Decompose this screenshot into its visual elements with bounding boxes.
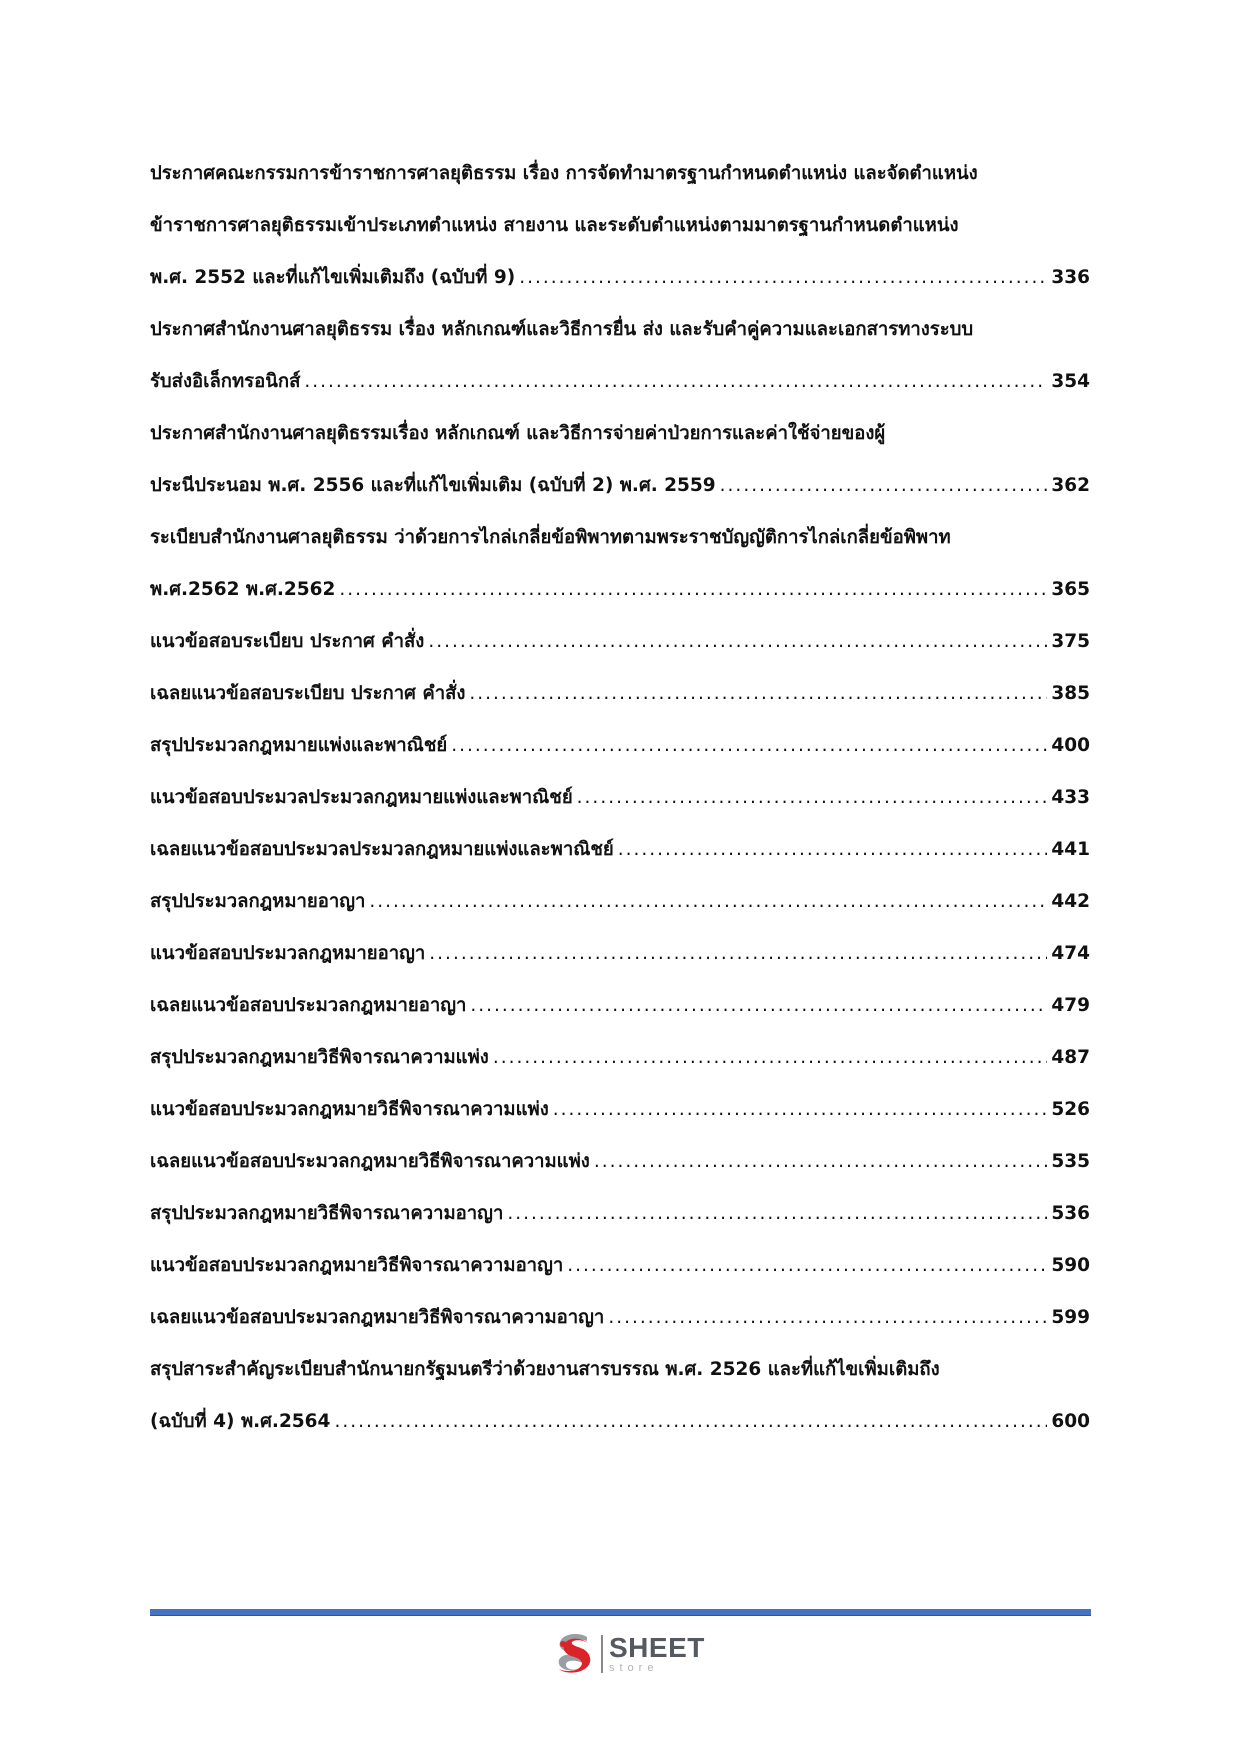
toc-entry xyxy=(150,980,1090,1032)
toc-entry-leader-line xyxy=(150,1136,1090,1188)
toc-entry-leader-line xyxy=(150,1188,1090,1240)
toc-entry-line: ประกาศสำนักงานศาลยุติธรรม เรื่อง หลักเกณฑ์และวิธีการยื่น ส่ง และรับคำคู่ความและเอกสารทางระบบ xyxy=(150,319,974,340)
toc-entry-page-number: 600 xyxy=(1051,1411,1090,1432)
toc-entry-title: เฉลยแนวข้อสอบประมวลกฎหมายอาญา xyxy=(150,995,467,1016)
toc-entry xyxy=(150,720,1090,772)
toc-entry xyxy=(150,148,1090,304)
dot-leader xyxy=(334,1396,1047,1448)
toc-entry-title: สรุปประมวลกฎหมายวิธีพิจารณาความอาญา xyxy=(150,1203,504,1224)
toc-entry xyxy=(150,408,1090,512)
toc-entry-title: สรุปประมวลกฎหมายวิธีพิจารณาความแพ่ง xyxy=(150,1047,489,1068)
logo-separator xyxy=(601,1635,603,1673)
toc-entry-page-number: 354 xyxy=(1051,371,1090,392)
dot-leader xyxy=(470,980,1047,1032)
toc-entry-title: รับส่งอิเล็กทรอนิกส์ xyxy=(150,371,301,392)
toc-entry-page-number: 536 xyxy=(1051,1203,1090,1224)
toc-entry xyxy=(150,1188,1090,1240)
toc-entry xyxy=(150,1084,1090,1136)
table-of-contents xyxy=(150,148,1090,1448)
toc-entry xyxy=(150,876,1090,928)
toc-entry-leader-line xyxy=(150,1292,1090,1344)
toc-entry xyxy=(150,1240,1090,1292)
toc-entry-title: สรุปประมวลกฎหมายแพ่งและพาณิชย์ xyxy=(150,735,448,756)
toc-entry-line: ประกาศสำนักงานศาลยุติธรรมเรื่อง หลักเกณฑ์ และวิธีการจ่ายค่าป่วยการและค่าใช้จ่ายของผู้ xyxy=(150,423,886,444)
logo-sub-text: store xyxy=(609,1662,659,1674)
toc-entry-leader-line xyxy=(150,668,1090,720)
toc-entry-title: เฉลยแนวข้อสอบระเบียบ ประกาศ คำสั่ง xyxy=(150,683,466,704)
toc-entry xyxy=(150,304,1090,408)
toc-entry-page-number: 599 xyxy=(1051,1307,1090,1328)
toc-entry-page-number: 590 xyxy=(1051,1255,1090,1276)
toc-entry-leader-line xyxy=(150,824,1090,876)
toc-entry-title: เฉลยแนวข้อสอบประมวลกฎหมายวิธีพิจารณาความอาญา xyxy=(150,1307,605,1328)
toc-entry-page-number: 442 xyxy=(1051,891,1090,912)
toc-entry-leader-line xyxy=(150,876,1090,928)
dot-leader xyxy=(567,1240,1047,1292)
toc-entry-page-number: 479 xyxy=(1051,995,1090,1016)
toc-entry-leader-line xyxy=(150,928,1090,980)
toc-entry-title: ประนีประนอม พ.ศ. 2556 และที่แก้ไขเพิ่มเติม (ฉบับที่ 2) พ.ศ. 2559 xyxy=(150,475,716,496)
toc-entry-title: (ฉบับที่ 4) พ.ศ.2564 xyxy=(150,1411,331,1432)
toc-entry-leader-line xyxy=(150,356,1090,408)
toc-entry-page-number: 526 xyxy=(1051,1099,1090,1120)
toc-entry-line: ระเบียบสำนักงานศาลยุติธรรม ว่าด้วยการไกล่เกลี่ยข้อพิพาทตามพระราชบัญญัติการไกล่เกลี่ยข้อพิพาท xyxy=(150,527,951,548)
toc-entry-leader-line xyxy=(150,564,1090,616)
dot-leader xyxy=(339,564,1047,616)
toc-entry xyxy=(150,1344,1090,1448)
logo-text xyxy=(609,1634,705,1674)
toc-entry xyxy=(150,772,1090,824)
toc-entry-leader-line xyxy=(150,720,1090,772)
dot-leader xyxy=(429,928,1047,980)
dot-leader xyxy=(553,1084,1048,1136)
toc-entry-leader-line xyxy=(150,1032,1090,1084)
toc-entry-leader-line xyxy=(150,1084,1090,1136)
toc-entry-page-number: 474 xyxy=(1051,943,1090,964)
toc-entry-page-number: 362 xyxy=(1051,475,1090,496)
toc-entry-page-number: 336 xyxy=(1051,267,1090,288)
toc-entry-page-number: 365 xyxy=(1051,579,1090,600)
dot-leader xyxy=(608,1292,1047,1344)
toc-entry-line: สรุปสาระสำคัญระเบียบสำนักนายกรัฐมนตรีว่าด้วยงานสารบรรณ พ.ศ. 2526 และที่แก้ไขเพิ่มเติมถึง xyxy=(150,1359,940,1380)
dot-leader xyxy=(469,668,1047,720)
toc-entry-title: แนวข้อสอบประมวลกฎหมายวิธีพิจารณาความอาญา xyxy=(150,1255,564,1276)
toc-entry-page-number: 385 xyxy=(1051,683,1090,704)
dot-leader xyxy=(507,1188,1047,1240)
logo-main-text: SHEET xyxy=(609,1632,705,1663)
toc-entry-line: ประกาศคณะกรรมการข้าราชการศาลยุติธรรม เรื่อง การจัดทำมาตรฐานกำหนดตำแหน่ง และจัดตำแหน่ง xyxy=(150,163,978,184)
toc-entry-leader-line xyxy=(150,772,1090,824)
toc-entry xyxy=(150,1292,1090,1344)
toc-entry xyxy=(150,928,1090,980)
toc-entry-leader-line xyxy=(150,460,1090,512)
dot-leader xyxy=(369,876,1047,928)
toc-entry-title: แนวข้อสอบประมวลกฎหมายวิธีพิจารณาความแพ่ง xyxy=(150,1099,549,1120)
toc-entry xyxy=(150,512,1090,616)
dot-leader xyxy=(720,460,1048,512)
toc-entry-title: เฉลยแนวข้อสอบประมวลประมวลกฎหมายแพ่งและพาณิชย์ xyxy=(150,839,614,860)
toc-entry-title: เฉลยแนวข้อสอบประมวลกฎหมายวิธีพิจารณาความแพ่ง xyxy=(150,1151,590,1172)
toc-entry-title: พ.ศ.2562 พ.ศ.2562 xyxy=(150,579,336,600)
sheet-store-logo xyxy=(553,1628,705,1680)
toc-entry-leader-line xyxy=(150,1240,1090,1292)
dot-leader xyxy=(493,1032,1048,1084)
footer-rule xyxy=(150,1609,1091,1616)
toc-entry-page-number: 535 xyxy=(1051,1151,1090,1172)
dot-leader xyxy=(451,720,1047,772)
toc-entry-leader-line xyxy=(150,252,1090,304)
toc-entry-title: พ.ศ. 2552 และที่แก้ไขเพิ่มเติมถึง (ฉบับที่ 9) xyxy=(150,267,516,288)
toc-entry xyxy=(150,616,1090,668)
toc-entry-page-number: 441 xyxy=(1051,839,1090,860)
dot-leader xyxy=(519,252,1047,304)
dot-leader xyxy=(304,356,1047,408)
toc-entry xyxy=(150,1032,1090,1084)
toc-entry-leader-line xyxy=(150,980,1090,1032)
toc-entry-page-number: 433 xyxy=(1051,787,1090,808)
toc-entry-title: แนวข้อสอบประมวลกฎหมายอาญา xyxy=(150,943,426,964)
sheet-store-s-icon xyxy=(553,1631,597,1677)
toc-entry-title: แนวข้อสอบระเบียบ ประกาศ คำสั่ง xyxy=(150,631,425,652)
dot-leader xyxy=(594,1136,1048,1188)
toc-entry-title: สรุปประมวลกฎหมายอาญา xyxy=(150,891,366,912)
toc-entry xyxy=(150,824,1090,876)
toc-entry-title: แนวข้อสอบประมวลประมวลกฎหมายแพ่งและพาณิชย์ xyxy=(150,787,573,808)
toc-entry xyxy=(150,668,1090,720)
dot-leader xyxy=(618,824,1048,876)
dot-leader xyxy=(428,616,1047,668)
toc-entry-page-number: 487 xyxy=(1051,1047,1090,1068)
toc-entry-page-number: 375 xyxy=(1051,631,1090,652)
toc-entry-page-number: 400 xyxy=(1051,735,1090,756)
toc-entry-leader-line xyxy=(150,616,1090,668)
dot-leader xyxy=(577,772,1048,824)
toc-entry-line: ข้าราชการศาลยุติธรรมเข้าประเภทตำแหน่ง สายงาน และระดับตำแหน่งตามมาตรฐานกำหนดตำแหน่ง xyxy=(150,215,959,236)
toc-entry xyxy=(150,1136,1090,1188)
toc-entry-leader-line xyxy=(150,1396,1090,1448)
